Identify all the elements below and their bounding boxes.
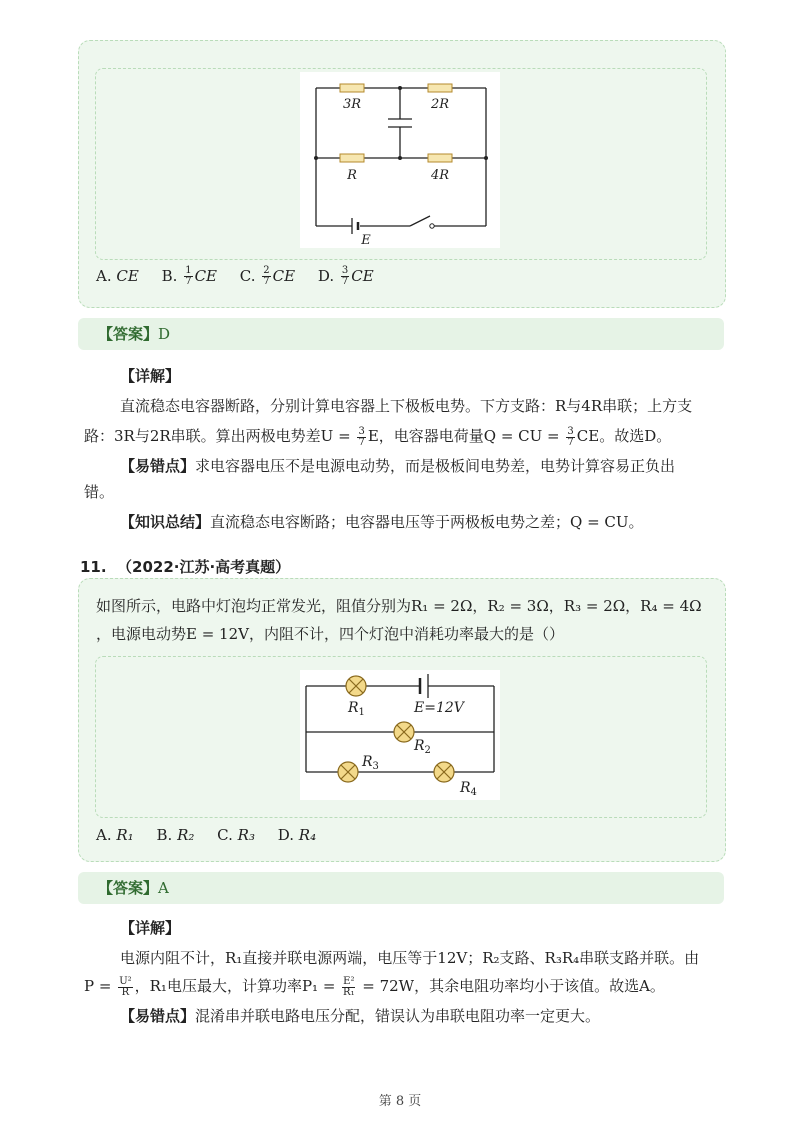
- label-2r: 2R: [430, 97, 450, 112]
- option-d[interactable]: D. R₄: [277, 826, 317, 844]
- detail-line2-10: 路：3R与2R串联。算出两极电势差U = $\frac{3}{7}$ E，电容器电荷量Q = CU = $\frac{3}{7}$ CE。故选D。: [84, 425, 672, 448]
- question-10-options: [96, 266, 392, 287]
- label-r1: $R_1$: [348, 700, 365, 718]
- question-11-options: [96, 826, 334, 844]
- mistake-10: 【易错点】求电容器电压不是电源电动势，而是极板间电势差，电势计算容易正负出: [120, 457, 676, 475]
- option-c[interactable]: C. $\frac{2}{7}$ CE: [239, 265, 296, 287]
- mistake-11: 【易错点】混淆串并联电路电压分配，错误认为串联电阻功率一定更大。: [120, 1007, 601, 1025]
- answer-bar-11: [78, 872, 724, 904]
- label-e: E: [361, 233, 371, 248]
- summary-10: 【知识总结】直流稳态电容断路；电容器电压等于两极板电势之差；Q = CU。: [120, 513, 644, 531]
- label-r4: $R_4$: [460, 780, 477, 798]
- label-r: R: [347, 168, 357, 183]
- detail-title-11: 【详解】: [120, 919, 181, 937]
- lamp-circuit-diagram: [300, 670, 500, 800]
- option-a[interactable]: A. R₁: [96, 826, 134, 844]
- label-r2: $R_2$: [414, 738, 431, 756]
- detail-line1-11: 电源内阻不计，R₁直接并联电源两端，电压等于12V；R₂支路、R₃R₄串联支路并联。由: [120, 949, 700, 967]
- detail-line2-11: P = $\frac{\text{U²}}{R}$ ，R₁电压最大，计算功率P₁ = $\frac{\text{E²}}{\text{R₁}}$ = 72W，其余电阻功率均小于该值。故选A。: [84, 975, 665, 998]
- answer-value: A: [158, 879, 169, 897]
- question-11-stem-line1: 如图所示，电路中灯泡均正常发光，阻值分别为R₁ = 2Ω，R₂ = 3Ω，R₃ = 2Ω，R₄ = 4Ω: [96, 597, 702, 615]
- option-d[interactable]: D. $\frac{3}{7}$ CE: [317, 265, 374, 287]
- answer-bar-10: [78, 318, 724, 350]
- question-11-stem-line2: ，电源电动势E = 12V，内阻不计，四个灯泡中消耗功率最大的是（）: [96, 625, 564, 643]
- mistake-10-line2: 错。: [84, 483, 115, 501]
- page-number: 第 8 页: [378, 1094, 422, 1109]
- label-3r: 3R: [342, 97, 362, 112]
- answer-label: 【答案】: [98, 879, 159, 897]
- label-e12v: E=12V: [414, 700, 464, 716]
- label-r3: $R_3$: [362, 754, 379, 772]
- capacitor-circuit-diagram: [300, 72, 500, 248]
- option-b[interactable]: B. R₂: [156, 826, 195, 844]
- option-c[interactable]: C. R₃: [217, 826, 255, 844]
- answer-label: 【答案】: [98, 325, 159, 343]
- option-b[interactable]: B. $\frac{1}{7}$ CE: [161, 265, 217, 287]
- answer-value: D: [158, 325, 171, 343]
- label-4r: 4R: [430, 168, 450, 183]
- question-11-header: 11. （2022·江苏·高考真题）: [80, 558, 291, 576]
- detail-title-10: 【详解】: [120, 367, 181, 385]
- option-a[interactable]: A. CE: [96, 266, 139, 285]
- detail-line1-10: 直流稳态电容器断路，分别计算电容器上下极板电势。下方支路：R与4R串联；上方支: [120, 397, 693, 415]
